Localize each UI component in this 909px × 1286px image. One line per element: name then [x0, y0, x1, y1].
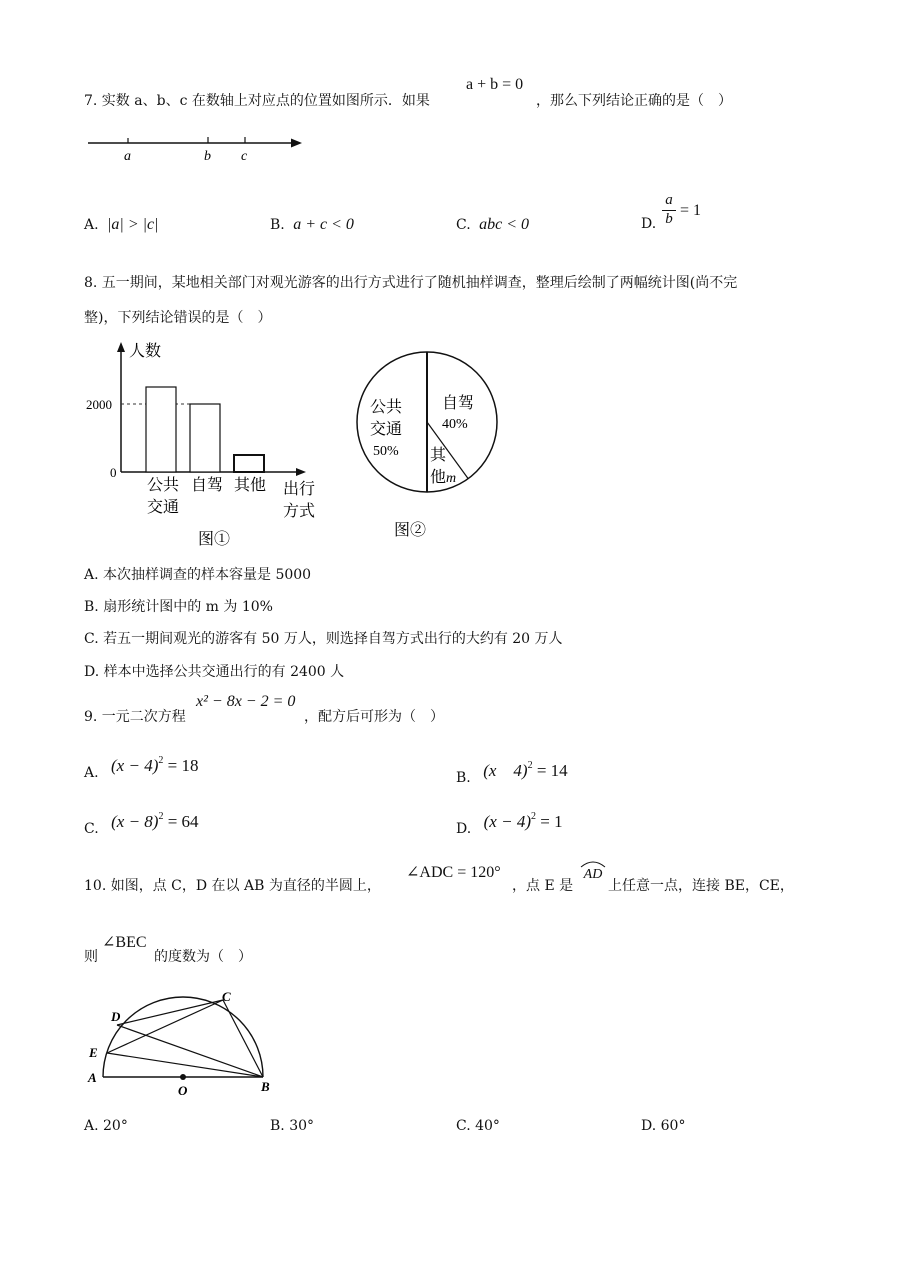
bar-chart — [80, 336, 330, 554]
slice-value-1: 40% — [442, 417, 468, 432]
x-axis-label-line1: 出行 — [283, 481, 316, 498]
slice-value-0: 50% — [373, 444, 399, 459]
x-axis-arrow — [296, 468, 306, 476]
point-label-d: D — [111, 1009, 121, 1024]
y-axis-label: 人数 — [129, 343, 162, 360]
semicircle-figure — [80, 985, 295, 1100]
fraction-denominator: b — [662, 210, 676, 228]
category-label-0-line1: 公共 — [147, 477, 180, 494]
slice-label-1: 自驾 — [442, 395, 475, 412]
q10-line2-angle: ∠BEC — [102, 934, 147, 951]
q10-option-c: C. 40° — [456, 1118, 500, 1134]
q8-stem-line2: 整)，下列结论错误的是（ ） — [84, 310, 272, 326]
slice-label-2-line2: 他 — [430, 469, 447, 486]
q7-option-b — [270, 216, 354, 234]
x-axis-label-line2: 方式 — [283, 503, 316, 520]
point-label-c: C — [222, 989, 231, 1004]
q10-angle: ∠ADC = 120° — [406, 864, 501, 881]
option-base: (x 4) — [483, 761, 528, 780]
option-rhs: = 64 — [167, 812, 199, 831]
slice-value-2: m — [446, 471, 457, 486]
option-base: (x − 4) — [111, 756, 159, 775]
q9-option-d — [456, 811, 563, 838]
slice-label-2-line1: 其 — [430, 447, 447, 464]
q9-option-c — [84, 811, 199, 838]
label-b: b — [204, 149, 211, 164]
y-tick-label-0: 0 — [110, 465, 117, 480]
q8-stem-line1: 8. 五一期间，某地相关部门对观光游客的出行方式进行了随机抽样调查，整理后绘制了两幅统计图(尚不完 — [84, 275, 738, 291]
point-label-o: O — [178, 1083, 188, 1098]
q9-text-before: 9. 一元二次方程 — [84, 709, 186, 725]
q7-stem — [84, 90, 430, 110]
option-letter: D. — [641, 216, 657, 232]
y-axis-arrow — [117, 342, 125, 352]
chord-eb — [107, 1053, 263, 1077]
option-letter: A. — [84, 765, 99, 781]
option-letter: D. — [456, 821, 472, 837]
chord-dc — [117, 1000, 223, 1025]
point-label-e: E — [89, 1045, 98, 1060]
q10-option-a: A. 20° — [84, 1118, 128, 1134]
number-line-arrow — [291, 139, 302, 148]
point-label-a: A — [88, 1070, 97, 1085]
option-exponent: 2 — [527, 760, 533, 771]
arc-label: AD — [583, 867, 603, 882]
category-label-0-line2: 交通 — [147, 499, 180, 516]
option-letter: B. — [270, 217, 285, 233]
q10-option-d: D. 60° — [641, 1118, 686, 1134]
option-exponent: 2 — [530, 811, 536, 822]
q7-option-c — [456, 216, 529, 234]
chord-ec — [107, 1000, 223, 1053]
q7-text-after: ，那么下列结论正确的是（ ） — [536, 93, 732, 109]
q7-option-a — [84, 216, 159, 234]
figure-caption-2: 图② — [394, 522, 427, 539]
bar-1 — [190, 404, 220, 472]
q10-arc — [578, 858, 608, 882]
q9-text-after: ，配方后可形为（ ） — [304, 709, 444, 725]
option-expr: |a| > |c| — [107, 216, 159, 233]
q10-text1: 10. 如图，点 C，D 在以 AB 为直径的半圆上， — [84, 878, 381, 894]
q9-option-a — [84, 755, 199, 782]
y-tick-label-2000: 2000 — [86, 397, 112, 412]
option-letter: B. — [456, 770, 471, 786]
label-c: c — [241, 149, 248, 164]
option-letter: C. — [84, 821, 99, 837]
q8-option-b: B. 扇形统计图中的 m 为 10% — [84, 599, 273, 615]
q8-option-a: A. 本次抽样调查的样本容量是 5000 — [84, 567, 312, 583]
q7-number-line — [84, 130, 314, 165]
slice-label-0-line2: 交通 — [370, 421, 403, 438]
bar-0 — [146, 387, 176, 472]
q10-line2-prefix: 则 — [84, 949, 98, 965]
option-letter: A. — [84, 217, 99, 233]
figure-caption-1: 图① — [198, 531, 231, 548]
option-base: (x − 4) — [483, 812, 531, 831]
q10-text2: ，点 E 是 — [512, 878, 574, 894]
slice-label-0-line1: 公共 — [370, 399, 403, 416]
bar-2 — [234, 455, 264, 472]
fraction-numerator: a — [665, 192, 673, 208]
option-base: (x − 8) — [111, 812, 159, 831]
q10-text3: 上任意一点，连接 BE，CE， — [608, 878, 794, 894]
category-label-2: 其他 — [234, 477, 267, 494]
q7-option-d — [641, 216, 656, 232]
option-letter: C. — [456, 217, 471, 233]
q7-text-before: 7. 实数 a、b、c 在数轴上对应点的位置如图所示．如果 — [84, 93, 430, 109]
q10-option-b: B. 30° — [270, 1118, 315, 1134]
q7-d-tail: = 1 — [680, 202, 702, 219]
label-a: a — [124, 149, 131, 164]
option-rhs: = 18 — [167, 756, 199, 775]
option-rhs: = 1 — [540, 812, 563, 831]
option-exponent: 2 — [158, 755, 164, 766]
chord-db — [117, 1025, 263, 1077]
q9-equation: x² − 8x − 2 = 0 — [196, 693, 296, 710]
point-label-b: B — [261, 1079, 270, 1094]
category-label-1: 自驾 — [191, 477, 224, 494]
q7-condition: a + b = 0 — [466, 76, 524, 93]
q8-option-c: C. 若五一期间观光的游客有 50 万人，则选择自驾方式出行的大约有 20 万人 — [84, 631, 563, 647]
pie-chart — [350, 342, 510, 542]
center-point-o — [180, 1074, 186, 1080]
q7-d-fraction — [662, 192, 676, 228]
q9-option-b — [456, 762, 568, 787]
q10-line2-suffix: 的度数为（ ） — [154, 949, 252, 965]
option-expr: abc < 0 — [479, 216, 530, 233]
option-rhs: = 14 — [536, 761, 568, 780]
option-expr: a + c < 0 — [293, 216, 354, 233]
option-exponent: 2 — [158, 811, 164, 822]
q8-option-d: D. 样本中选择公共交通出行的有 2400 人 — [84, 664, 345, 680]
